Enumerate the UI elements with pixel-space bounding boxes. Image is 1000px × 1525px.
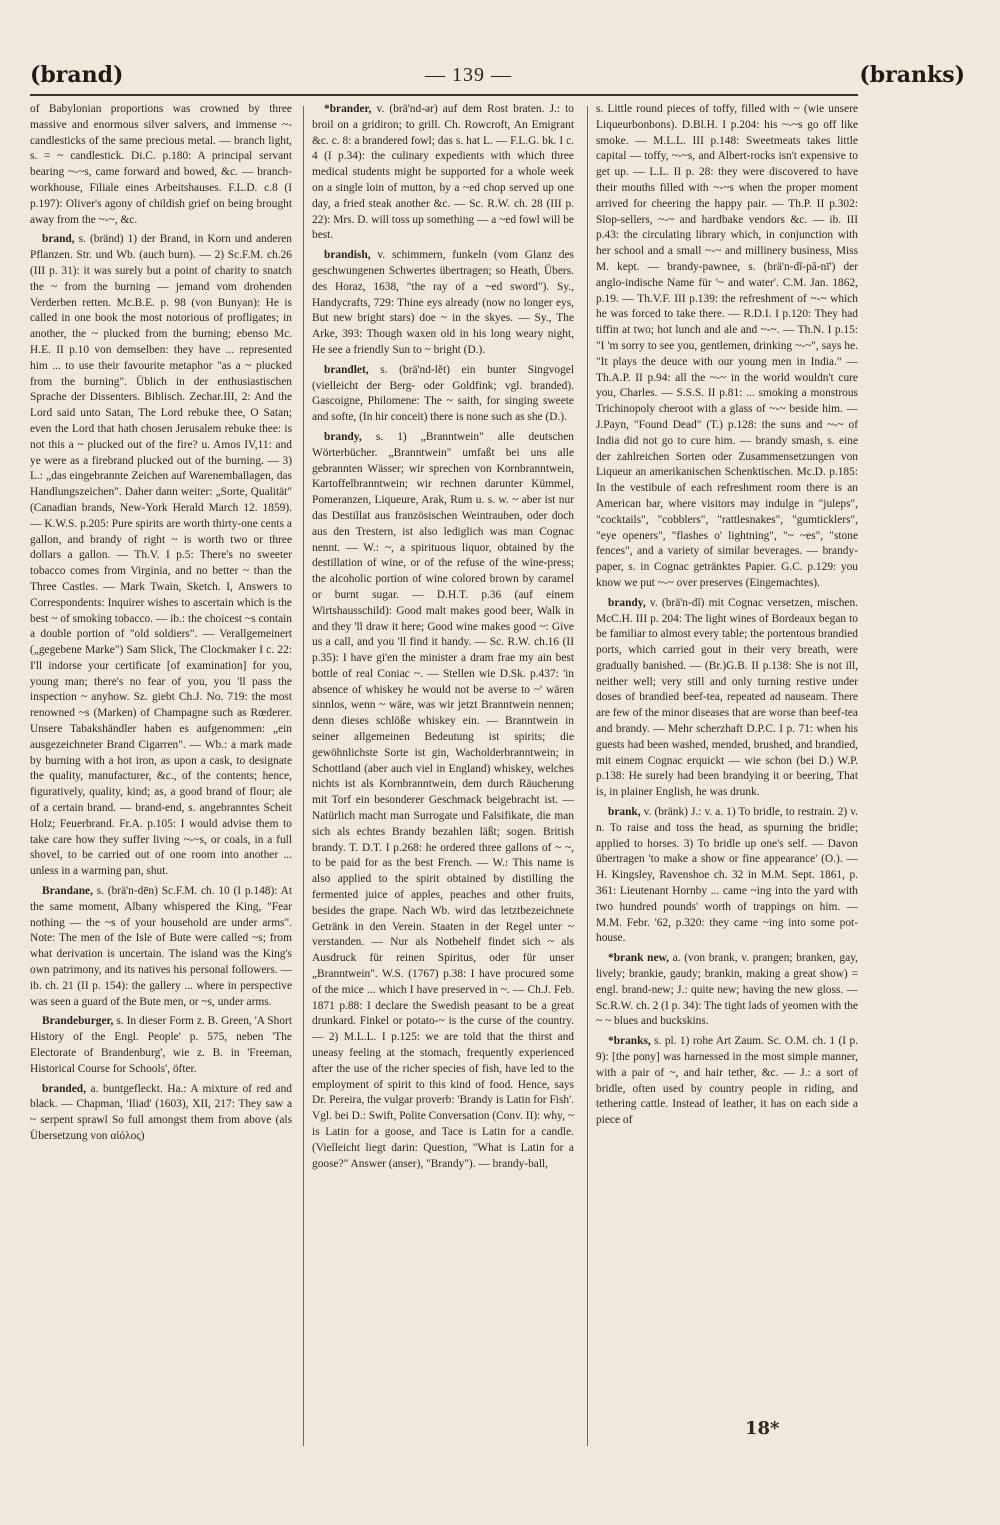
dictionary-entry <box>30 884 292 1010</box>
headword: brank, <box>608 806 641 819</box>
headword: *branks, <box>608 1035 651 1048</box>
headword: Brandane, <box>42 885 93 898</box>
dictionary-entry <box>596 951 858 1030</box>
headword: brandish, <box>324 249 371 262</box>
headword: *brander, <box>324 103 372 115</box>
dictionary-entry <box>596 805 858 947</box>
entry-text: s. 1) „Branntwein" alle deutschen Wörterbücher. „Branntwein" umfaßt bei uns alle gebrannten Wässer; wir sprechen von Kornbranntwein, Kartoffelbranntwein; wir rechnen darunter Kümmel, Pomeranzen, Liqueure, Arak, Rum u. s. w. ~ aber ist nur das Destillat aus französischen Weintrauben, oder doch aus den Trestern, ist also lediglich was man Cognac nennt. — W.: ~, a spirituous liquor, obtained by the destillation of wine, or of the refuse of the wine-press; the alcoholic portion of wine colored brown by caramel or burnt sugar. — D.H.T. p.36 (auf einem Wirtshausschild): Good malt makes good beer, Walk in and they 'll draw it here; Good wine makes good ~: Give us a call, and you 'll find it handy. — Sc. R.W. ch.16 (II p.35): I have gi'en the minister a dram frae my ain best bottle of real Coniac ~. — Stellen wie D.Sk. p.437: 'in absence of whiskey he would not be averse to ~' wären sinnlos, wenn ~ wäre, was wir jetzt Branntwein nennen; denn dieses schlöße whiskey ein. — Branntwein in seiner allgemeinen Bedeutung ist spirits; die gewöhnlichste Sorte ist gin, Wacholderbranntwein; in Schottland (aber auch viel in England) whiskey, welches nichts ist als Kornbranntwein, dem durch Räucherung mit Torf ein besonderer Geschmack beigebracht ist. — Natürlich macht man Surrogate und Falsifikate, die man sich als echtes Brandy bezahlen läßt; sogen. British brandy. T. D.T. I p.268: he ordered three gallons of ~ ~, to be paid for as the best French. — W.: This name is also applied to the spirit obtained by distilling the fermented juice of apples, peaches and other fruits, besides the grape. Nach Wb. wird das letztbezeichnete Getränk in den Verein. Staaten in der Regel unter ~ verstanden. — Nur als Notbehelf findet sich ~ als Ausdruck für reinen Spiritus, oder für unser „Branntwein". W.S. (1767) p.38: I have procured some of the mice ... which I have preserved in ~. — Ch.J. Feb. 1871 p.88: I declare the Swedish peasant to be a great drunkard. Finkel or potato-~ is the curse of the country. — 2) M.L.L. I p.125: we are told that the thirst and uneasy feeling at the stomach, frequently experienced after the use of the richer species of fish, have led to the employment of spirit to this kind of food. Hence, says Dr. Pereira, the vulgar proverb: 'Brandy is Latin for Fish'. Vgl. bei D.: Swift, Polite Conversation (Conv. II): why, ~ is Latin for a goose, and Tace is Latin for a candle. (Vielleicht liegt darin: Question, "What is Latin for a goose?" Answer (anser), "Brandy"). — brandy-ball, <box>312 430 574 1170</box>
entry-text: v. schimmern, funkeln (vom Glanz des geschwungenen Schwertes übertragen; so Heath, Übers. des Horaz, 1638, "the ray of a ~ed sword"). Sy., Handycrafts, 729: Thine eys already (now no longer eys, But new bright stars) doe ~ in the skyes. — Sy., The Arke, 393: Though waxen old in his long weary night, He see a friendly Sun to ~ bright (D.). <box>312 249 574 356</box>
header-right-keyword: (branks) <box>859 62 965 88</box>
entry-text: v. (brä'nd-ər) auf dem Rost braten. J.: to broil on a gridiron; to grill. Ch. Rowcroft, An Emigrant &c. c. 8: a brandered fowl; das s. hat L. — F.L.G. bk. I c. 4 (I p.34): the culinary expedients with which three medical students might be supported for a whole week on a single loin of mutton, by a ~ed chop served up one day, a fried steak another &c. — Sc. R.W. ch. 28 (III p. 22): Mrs. D. will toss up something — a ~ed fowl will be best. <box>312 103 574 242</box>
entry-text: of Babylonian proportions was crowned by three massive and enormous silver salvers, and immense ~-candlesticks of the same precious metal. — branch light, s. = ~ candlestick. Di.C. p.180: A principal servant bearing ~-~s, came forward and bowed, &c. — branch-workhouse, Filiale eines Arbeitshauses. F.L.D. c.8 (I p.197): Oliver's agony of childish grief on being brought away from the ~-~, &c. <box>30 103 292 226</box>
entry-text: s. pl. 1) rohe Art Zaum. Sc. O.M. ch. 1 (I p. 9): [the pony] was harnessed in the most simple manner, with a pair of ~, and hair tether, &c. — J.: a sort of bridle, often used by country people in riding, and tethering cattle. Instead of leather, it has on each side a piece of <box>596 1035 858 1127</box>
column-separator <box>303 106 304 1446</box>
entry-text: s. Little round pieces of toffy, filled with ~ (wie unsere Liqueurbonbons). D.Bl.H. I p.204: his ~-~s go off like smoke. — M.L.L. III p.148: Sweetmeats takes little capital — toffy, ~-~s, and Albert-rocks isn't expensive to get up. — L.L. II p. 28: they were discovered to have their mouths filled with ~-~s when the proper moment arrived for cheering the happy pair. — Th.P. II p.302: Slop-sellers, ~-~ and hardbake vendors &c. — ib. III p.43: the circulating library which, in conjunction with her school and a small ~-~ and millinery business, Miss M. kept. — brandy-pawnee, s. (brä'n-dĭ-pâ-nī') der anglo-indische Name für '~ and water'. C.M. Jan. 1862, p.19. — Th.V.F. III p.139: the refreshment of ~-~ which he was forced to take there. — R.D.I. I p.120: They had tiffin at two; hot lunch and ale and ~-~. — Th.N. I p.15: "I 'm sorry to see you, gentlemen, drinking ~-~", says he. "It plays the deuce with our young men in India." — Th.A.P. II p.94: all the ~-~ in the world wouldn't cure you, Charles. — S.S.S. II p.81: ... smoking a monstrous Trichinopoly cheroot with a glass of ~-~ beside him. — J.Payn, "Found Dead" (T.) p.128: the suns and ~-~ of India did not go to cure him. — brandy smash, s. eine der zahlreichen Sorten oder Zusammensetzungen von Liqueur an amerikanischen Schenktischen. Mc.D. p.185: In the vestibule of each refreshment room there is an American bar, where visitors may indulge in "juleps", "cocktails", "cobblers", "rattlesnakes", "gumticklers", "eye openers", "flashes o' lightning", "~ ~es", "stone fences", and a variety of similar beverages. — brandy-paper, s. in Cognac getränktes Papier. G.C. p.129: you know we put ~-~ over preserves (Eingemachtes). <box>596 103 858 589</box>
entry-text: s. (brä'nd-lět) ein bunter Singvogel (vielleicht der Berg- oder Goldfink; vgl. branded). Gascoigne, Philomene: The ~ saith, for singing sweete and softe, (In hir conceit) there is none such as she (D.). <box>312 363 574 424</box>
column-separator <box>587 106 588 1446</box>
dictionary-entry <box>596 1034 858 1129</box>
headword: branded, <box>42 1082 86 1095</box>
dictionary-entry <box>30 1014 292 1077</box>
header-left-keyword: (brand) <box>30 62 124 88</box>
header-rule <box>30 94 858 96</box>
dictionary-entry <box>30 232 292 880</box>
entry-text: s. (brä'n-dēn) Sc.F.M. ch. 10 (I p.148): At the same moment, Albany whispered the King, "Fear nothing — the ~s of your household are under arms". Note: The men of the Isle of Bute were called ~s; from what derivation is uncertain. The island was the King's own patrimony, and its natives his personal followers. — ib. ch. 21 (II p. 154): the gallery ... where in perspective was seen a guard of the Bute men, or ~s, under arms. <box>30 885 292 1008</box>
page-number: — 139 — <box>425 64 512 86</box>
printer-signature: 18* <box>745 1418 780 1439</box>
entry-text: s. (bränd) 1) der Brand, in Korn und anderen Pflanzen. Str. und Wb. (auch burn). — 2) Sc.F.M. ch.26 (III p. 31): it was surely but a point of charity to snatch the ~ from the burning — jemand vom drohenden Verderben retten. Mc.B.E. p. 98 (von Bunyan): He is called in one book the most notorious of profligates; in another, the ~ plucked from the burning; ebenso Mc. H.E. II p.10 von demselben: they have ... represented him ... to use their favourite metaphor "as a ~ plucked from the burning". Üblich in der enthusiastischen Sprache der Dissenters. Biblisch. Zechar.III, 2: And the Lord said unto Satan, The Lord rebuke thee, O Satan; even the Lord that hath chosen Jerusalem rebuke thee: is not this a ~ plucked out of the fire? u. Amos IV,11: and ye were as a firebrand plucked out of the burning. — 3) L.: „das eingebrannte Zeichen auf Warenemballagen, das Handlungszeichen". Daher dann weiter: „Sorte, Qualität" (Canadian brands, New-York Herald March 12. 1859). — K.W.S. p.205: Pure spirits are worth thirty-one cents a gallon, and brandy of right ~ is worth two or three dollars a gallon. — Th.V. I p.5: There's no sweeter tobacco comes from Virginia, and no better ~ than the Three Castles. — Mark Twain, Sketch. I, Answers to Correspondents: Inquirer wishes to ascertain which is the best ~ of smoking tobacco. — ib.: the choicest ~s contain a double portion of "old soldiers". — Verallgemeinert („gegebene Marke") Sam Slick, The Clockmaker I c. 22: I'll indorse your certificate [of examination] for you, young man; there's no fear of you, you 'll pass the inspection ~ anyhow. Sz. giebt Ch.J. No. 719: the most renowned ~s (Marken) of Champagne such as Rœderer. Unsere Tabakshändler haben es aufgenommen: „ein ausgezeichneter Brand Cigarren". — Wb.: a mark made by burning with a hot iron, as upon a cask, to designate the quality, manufacturer, &c., of the contents; hence, figuratively, quality, kind; as, a good brand of flour; ale of a certain brand. — brand-end, s. angebranntes Scheit Holz; Feuerbrand. Fr.A. p.105: I would advise them to take care how they suffer living ~-~s, or coals, in a full shovel, to be carried out of one room into another ... unless in a warming pan, shut. <box>30 233 292 878</box>
dictionary-entry <box>30 1082 292 1145</box>
dictionary-entry <box>596 596 858 801</box>
headword: *brank new, <box>608 952 669 965</box>
dictionary-entry <box>312 363 574 426</box>
column-3 <box>596 102 858 1452</box>
entry-text: s. In dieser Form z. B. Green, 'A Short History of the Engl. People' p. 575, neben 'The Electorate of Brandenburg', wie z. B. in 'Freeman, Historical Course for Schools', öfter. <box>30 1015 292 1075</box>
entry-text: a. (von brank, v. prangen; branken, gay, lively; brankie, gaudy; brankin, making a great show) = engl. brand-new; J.: quite new; having the new gloss. — Sc.R.W. ch. 2 (I p. 34): The tight lads of yeomen with the ~ ~ blues and buckskins. <box>596 952 858 1028</box>
dictionary-entry <box>312 430 574 1172</box>
entry-text: v. (brä'n-dĭ) mit Cognac versetzen, mischen. McC.H. III p. 204: The light wines of Bordeaux began to be familiar to almost every table; the portentous brandied ports, which carried gout in their very breath, were gradually banished. — (Br.)G.B. II p.138: She is not ill, neither well; very still and only turning restive under doses of brandied beef-tea, repeated ad nauseam. There are few of the minor diseases that are worse than beef-tea and brandy. — Mehr scherzhaft D.P.C. I p. 71: when his guests had been washed, mended, brushed, and brandied, mit einem Cognac erquickt — wie schon (bei D.) W.P. p.138: He surely had been brandying it or beering, That is, in plainer English, he was drunk. <box>596 596 858 799</box>
headword: brandy, <box>324 430 362 443</box>
headword: brandlet, <box>324 363 369 376</box>
entry-continuation <box>596 102 858 592</box>
column-2 <box>312 102 574 1452</box>
headword: brandy, <box>608 596 646 609</box>
page-header <box>30 62 965 94</box>
entry-text: v. (bränk) J.: v. a. 1) To bridle, to restrain. 2) v. n. To raise and toss the head, as spurning the bridle; applied to horses. 3) To bridle up one's self. — Davon übertragen 'to make a show or fine appearance' (O.). — H. Kingsley, Ravenshoe ch. 32 in M.M. Sept. 1861, p. 361: Lieutenant Hornby ... came ~ing into the yard with two hundred pounds' worth of trappings on him. — M.M. Febr. '62, p.320: they came ~ing into some pot-house. <box>596 806 858 945</box>
headword: Brandeburger, <box>42 1015 114 1028</box>
dictionary-entry <box>312 248 574 359</box>
column-1 <box>30 102 292 1452</box>
text-columns <box>30 102 858 1452</box>
entry-text: a. buntgefleckt. Ha.: A mixture of red and black. — Chapman, 'Iliad' (1603), XII, 217: They saw a ~ serpent sprawl So full amongst them from above (als Übersetzung von αἰόλος) <box>30 1082 292 1142</box>
headword: brand, <box>42 233 75 246</box>
dictionary-entry <box>312 102 574 244</box>
entry-continuation <box>30 102 292 228</box>
